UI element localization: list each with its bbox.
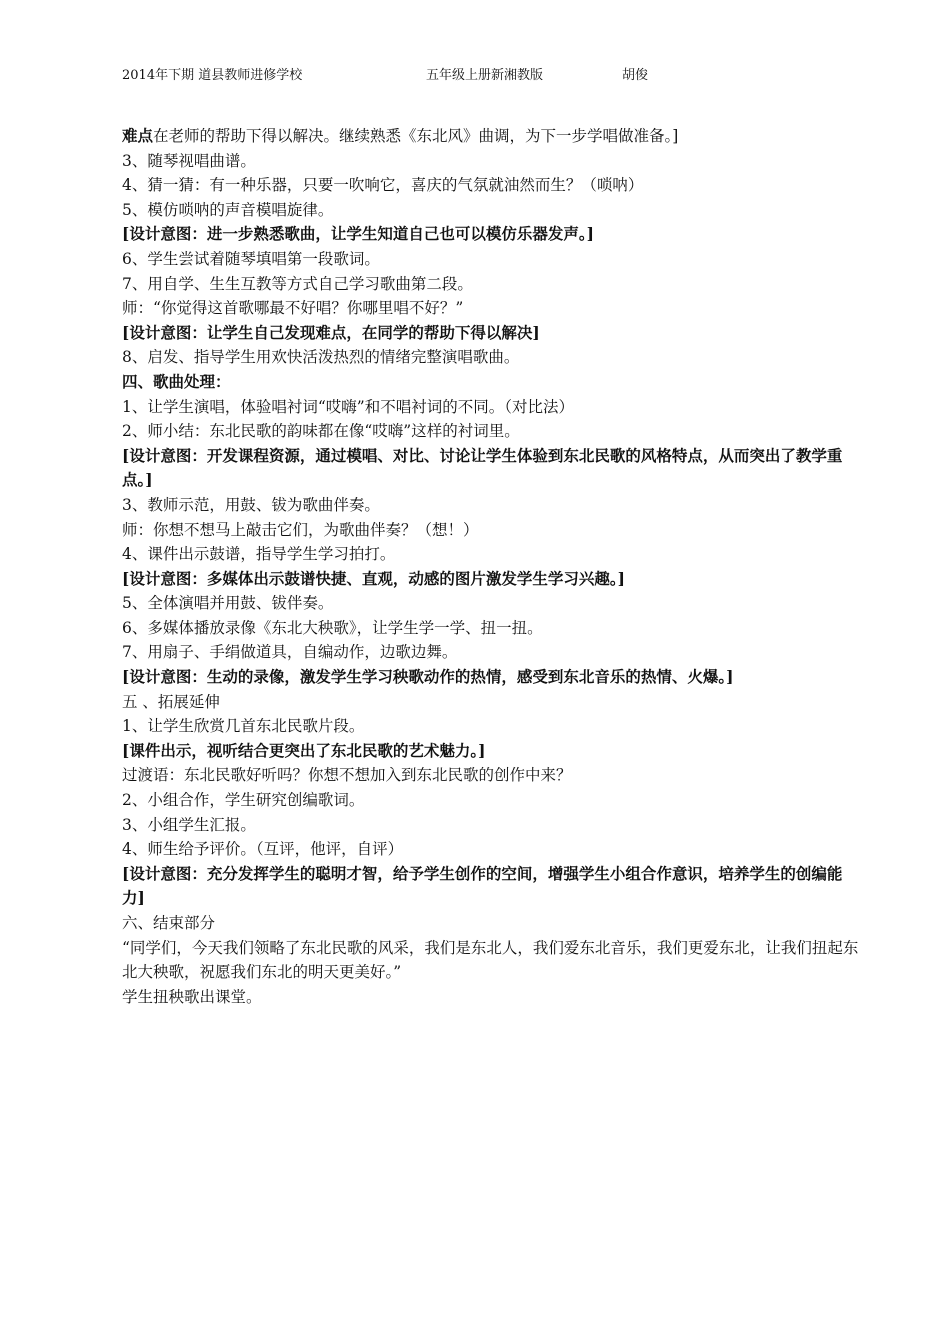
design-note-line [122,321,862,346]
line-text: 4、猜一猜：有一种乐器，只要一吹响它，喜庆的气氛就油然而生？（唢呐） [122,176,644,195]
text-line [122,419,862,444]
text-line [122,542,862,567]
design-note-line [122,370,862,395]
text-line [122,345,862,370]
line-text: 学生扭秧歌出课堂。 [122,987,262,1006]
line-text: [设计意图：充分发挥学生的聪明才智，给予学生创作的空间，增强学生小组合作意识，培养学生的创编能力] [122,863,843,908]
header-author: 胡俊 [622,68,649,83]
design-note-line [122,222,862,247]
document-body [122,124,862,1009]
line-text: 5、模仿唢呐的声音模唱旋律。 [122,200,334,219]
header-grade: 五年级上册新湘教版 [426,68,544,83]
text-line [122,591,862,616]
text-line [122,936,862,985]
design-note-line [122,862,862,911]
line-text: 6、多媒体播放录像《东北大秧歌》，让学生学一学、扭一扭。 [122,618,543,637]
line-text: [设计意图：多媒体出示鼓谱快捷、直观，动感的图片激发学生学习兴趣。] [122,568,625,588]
text-line [122,714,862,739]
text-line [122,296,862,321]
line-text: 4、课件出示鼓谱，指导学生学习拍打。 [122,545,396,564]
line-text: 在老师的帮助下得以解决。继续熟悉《东北风》曲调，为下一步学唱做准备。] [153,127,679,145]
bold-prefix: 难点 [122,126,154,145]
line-text: 6、学生尝试着随琴填唱第一段歌词。 [122,249,380,268]
text-line [122,788,862,813]
text-line [122,124,862,149]
line-text: 3、教师示范，用鼓、钹为歌曲伴奏。 [122,495,380,514]
line-text: 2、师小结：东北民歌的韵味都在像“哎嗨”这样的衬词里。 [122,422,520,441]
line-text: 五 、拓展延伸 [122,692,220,711]
line-text: 1、让学生欣赏几首东北民歌片段。 [122,717,365,736]
line-text: 3、随琴视唱曲谱。 [122,151,256,170]
line-text: [课件出示，视听结合更突出了东北民歌的艺术魅力。] [122,740,486,760]
text-line [122,173,862,198]
line-text: 四、歌曲处理： [122,371,231,391]
text-line [122,493,862,518]
text-line [122,616,862,641]
line-text: 5、全体演唱并用鼓、钹伴奏。 [122,594,334,613]
line-text: 过渡语：东北民歌好听吗？你想不想加入到东北民歌的创作中来？ [122,766,572,785]
text-line [122,813,862,838]
text-line [122,272,862,297]
line-text: 3、小组学生汇报。 [122,815,256,834]
line-text: 师：你想不想马上敲击它们，为歌曲伴奏？（想！） [122,520,479,539]
line-text: 7、用自学、生生互教等方式自己学习歌曲第二段。 [122,274,473,293]
line-text: 2、小组合作，学生研究创编歌词。 [122,791,365,810]
line-text: 7、用扇子、手绢做道具，自编动作，边歌边舞。 [122,643,458,662]
design-note-line [122,567,862,592]
text-line [122,690,862,715]
page-header [122,66,890,86]
line-text: “同学们，今天我们领略了东北民歌的风采，我们是东北人，我们爱东北音乐，我们更爱东北，让我们扭起东北大秧歌，祝愿我们东北的明天更美好。” [122,938,859,982]
text-line [122,763,862,788]
line-text: [设计意图：生动的录像，激发学生学习秧歌动作的热情，感受到东北音乐的热情、火爆。] [122,667,734,687]
text-line [122,640,862,665]
line-text: [设计意图：开发课程资源，通过模唱、对比、讨论让学生体验到东北民歌的风格特点，从而突出了教学重点。] [122,445,843,490]
line-text: 六、结束部分 [122,914,216,932]
design-note-line [122,444,862,493]
text-line [122,518,862,543]
line-text: 1、让学生演唱，体验唱衬词“哎嗨”和不唱衬词的不同。（对比法） [122,397,574,416]
text-line [122,198,862,223]
line-text: 师：“你觉得这首歌哪最不好唱？你哪里唱不好？” [122,299,464,318]
design-note-line [122,665,862,690]
text-line [122,247,862,272]
header-school: 2014年下期 道县教师进修学校 [122,68,303,83]
text-line [122,837,862,862]
text-line [122,985,862,1010]
text-line [122,911,862,936]
line-text: [设计意图：进一步熟悉歌曲，让学生知道自己也可以模仿乐器发声。] [122,224,594,244]
line-text: [设计意图：让学生自己发现难点，在同学的帮助下得以解决] [122,322,540,342]
line-text: 8、启发、指导学生用欢快活泼热烈的情绪完整演唱歌曲。 [122,348,520,367]
design-note-line [122,739,862,764]
line-text: 4、师生给予评价。（互评，他评，自评） [122,840,404,859]
text-line [122,395,862,420]
text-line [122,149,862,174]
